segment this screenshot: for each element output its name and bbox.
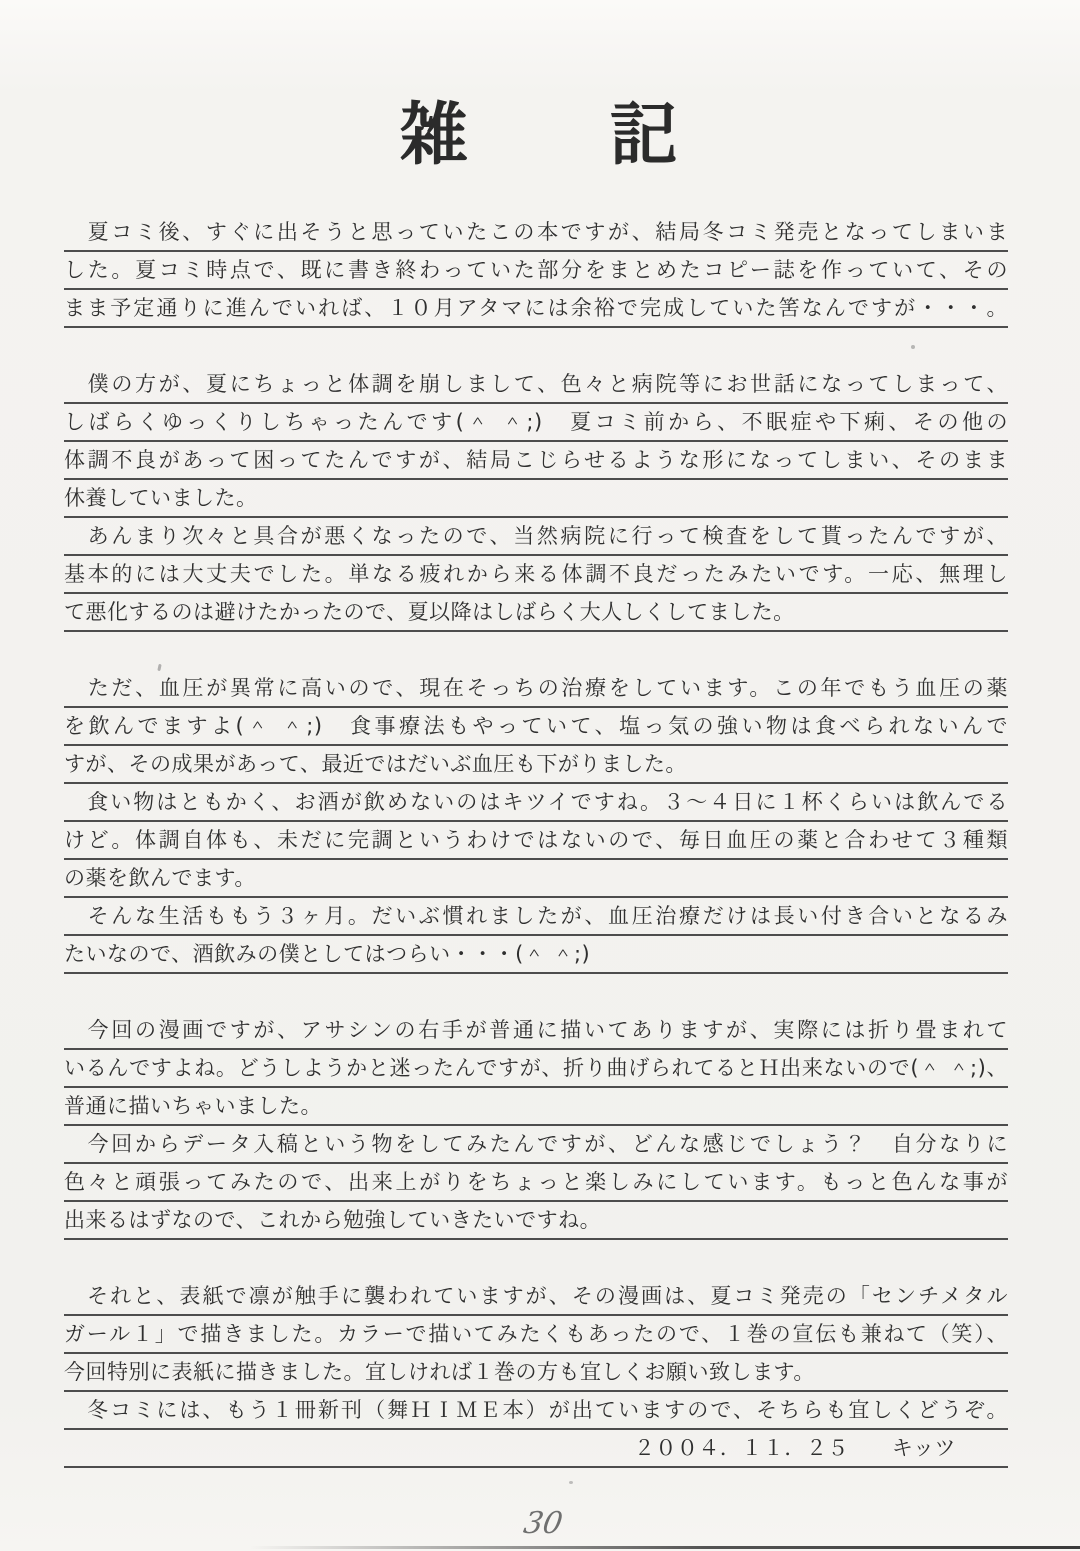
text-line: 基本的には大丈夫でした。単なる疲れから来る体調不良だったみたいです。一応、無理し xyxy=(64,556,1008,594)
scan-speck xyxy=(569,1481,573,1484)
text-line: すが、その成果があって、最近ではだいぶ血圧も下がりました。 xyxy=(64,746,1008,784)
paragraph xyxy=(64,784,1008,898)
text-line: たいなので、酒飲みの僕としてはつらい・・・(＾ ＾;) xyxy=(64,936,1008,974)
text-line: 今回の漫画ですが、アサシンの右手が普通に描いてありますが、実際には折り畳まれて xyxy=(64,1012,1008,1050)
afterword-text xyxy=(64,214,1008,1468)
text-line: 今回からデータ入稿という物をしてみたんですが、どんな感じでしょう？ 自分なりに xyxy=(64,1126,1008,1164)
text-line: ただ、血圧が異常に高いので、現在そっちの治療をしています。この年でもう血圧の薬 xyxy=(64,670,1008,708)
text-line: 体調不良があって困ってたんですが、結局こじらせるような形になってしまい、そのまま xyxy=(64,442,1008,480)
paragraph xyxy=(64,1392,1008,1468)
paragraph xyxy=(64,1126,1008,1240)
scan-edge-artifact xyxy=(250,1546,1080,1549)
text-line: 普通に描いちゃいました。 xyxy=(64,1088,1008,1126)
paragraph xyxy=(64,898,1008,974)
scan-speck xyxy=(911,345,915,349)
paragraph xyxy=(64,1278,1008,1392)
text-line: 出来るはずなので、これから勉強していきたいですね。 xyxy=(64,1202,1008,1240)
paragraph xyxy=(64,670,1008,784)
text-line: そんな生活ももう３ヶ月。だいぶ慣れましたが、血圧治療だけは長い付き合いとなるみ xyxy=(64,898,1008,936)
text-line: 食い物はともかく、お酒が飲めないのはキツイですね。３～４日に１杯くらいは飲んでる xyxy=(64,784,1008,822)
paragraph xyxy=(64,366,1008,518)
text-line: それと、表紙で凛が触手に襲われていますが、その漫画は、夏コミ発売の「センチメタル xyxy=(64,1278,1008,1316)
text-line: ２００４．１１．２５ キッツ xyxy=(64,1430,1008,1468)
paragraph xyxy=(64,1012,1008,1126)
text-line: の薬を飲んでます。 xyxy=(64,860,1008,898)
text-line: ガール１」で描きました。カラーで描いてみたくもあったので、１巻の宣伝も兼ねて（笑）、 xyxy=(64,1316,1008,1354)
text-line: 色々と頑張ってみたので、出来上がりをちょっと楽しみにしています。もっと色んな事が xyxy=(64,1164,1008,1202)
text-line: 僕の方が、夏にちょっと体調を崩しまして、色々と病院等にお世話になってしまって、 xyxy=(64,366,1008,404)
text-line: を飲んでますよ(＾ ＾;) 食事療法もやっていて、塩っ気の強い物は食べられないんで xyxy=(64,708,1008,746)
paragraph xyxy=(64,214,1008,328)
text-line: しばらくゆっくりしちゃったんです(＾ ＾;) 夏コミ前から、不眠症や下痢、その他の xyxy=(64,404,1008,442)
text-line: まま予定通りに進んでいれば、１０月アタマには余裕で完成していた筈なんですが・・・。 xyxy=(64,290,1008,328)
text-line: 休養していました。 xyxy=(64,480,1008,518)
text-line: あんまり次々と具合が悪くなったので、当然病院に行って検査をして貰ったんですが、 xyxy=(64,518,1008,556)
text-line: けど。体調自体も、未だに完調というわけではないので、毎日血圧の薬と合わせて３種類 xyxy=(64,822,1008,860)
text-line: 今回特別に表紙に描きました。宜しければ１巻の方も宜しくお願い致します。 xyxy=(64,1354,1008,1392)
page-number: 30 xyxy=(520,1506,566,1541)
text-line: 夏コミ後、すぐに出そうと思っていたこの本ですが、結局冬コミ発売となってしまいま xyxy=(64,214,1008,252)
paragraph xyxy=(64,518,1008,632)
text-line: いるんですよね。どうしようかと迷ったんですが、折り曲げられてるとＨ出来ないので(＾ ＾;)、 xyxy=(64,1050,1008,1088)
text-line: 冬コミには、もう１冊新刊（舞ＨＩＭＥ本）が出ていますので、そちらも宜しくどうぞ。 xyxy=(64,1392,1008,1430)
text-line: て悪化するのは避けたかったので、夏以降はしばらく大人しくしてました。 xyxy=(64,594,1008,632)
text-line: した。夏コミ時点で、既に書き終わっていた部分をまとめたコピー誌を作っていて、その xyxy=(64,252,1008,290)
page-title: 雑 記 xyxy=(399,97,680,173)
